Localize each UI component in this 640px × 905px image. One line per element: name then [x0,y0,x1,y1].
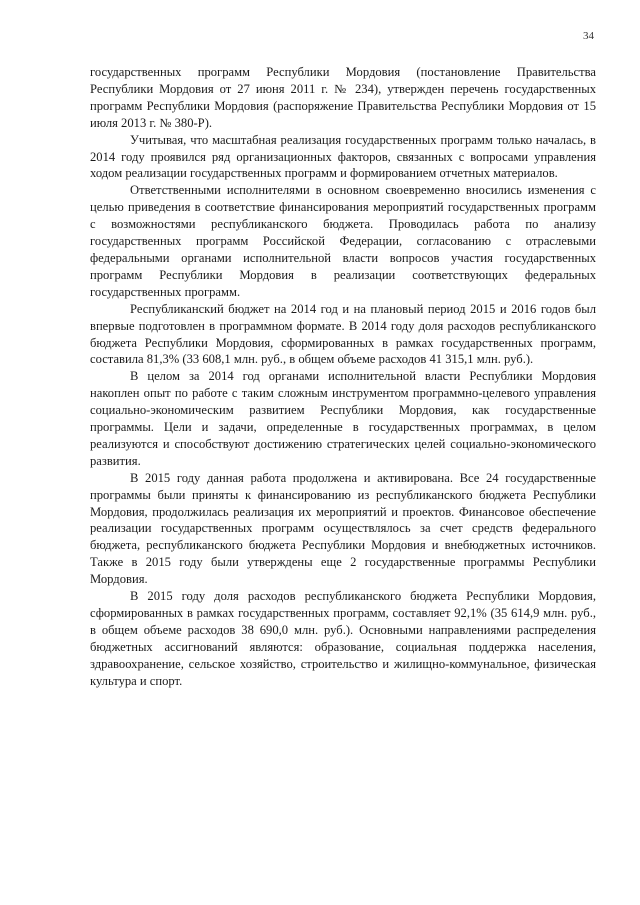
paragraph-6: В 2015 году данная работа продолжена и активирована. Все 24 государственные программы были приняты к финансированию из республиканского бюджета Республики Мордовия, продолжилась реализация их мероприятий и проектов. Финансовое обеспечение реализации государственных программ осуществлялось за счет средств федерального бюджета, республиканского бюджета Республики Мордовия и внебюджетных источников. Также в 2015 году были утверждены еще 2 государственные программы Республики Мордовия. [90,470,596,587]
page-number: 34 [583,30,594,42]
paragraph-4: Республиканский бюджет на 2014 год и на плановый период 2015 и 2016 годов был впервые подготовлен в программном формате. В 2014 году доля расходов республиканского бюджета Республики Мордовия, сформированных в рамках государственных программ, составила 81,3% (33 608,1 млн. руб., в общем объеме расходов 41 315,1 млн. руб.). [90,301,596,367]
paragraph-5: В целом за 2014 год органами исполнительной власти Республики Мордовия накоплен опыт по работе с таким сложным инструментом программно-целевого управления социально-экономическим развитием Республики Мордовия, как государственные программы. Цели и задачи, определенные в государственных программах, в целом реализуются и способствуют достижению стратегических целей социально-экономического развития. [90,369,596,468]
paragraph-1: государственных программ Республики Мордовия (постановление Правительства Республики Мордовия от 27 июня 2011 г. № 234), утвержден перечень государственных программ Республики Мордовия (распоряжение Правительства Республики Мордовия от 15 июля 2013 г. № 380-Р). [90,65,596,130]
paragraph-7: В 2015 году доля расходов республиканского бюджета Республики Мордовия, сформированных в рамках государственных программ, составляет 92,1% (35 614,9 млн. руб., в общем объеме расходов 38 690,0 млн. руб.). Основными направлениями распределения бюджетных ассигнований являются: образование, социальная поддержка населения, здравоохранение, сельское хозяйство, строительство и жилищно-коммунальное, физическая культура и спорт. [90,589,596,688]
paragraph-3: Ответственными исполнителями в основном своевременно вносились изменения с целью приведения в соответствие финансирования мероприятий государственных программ с возможностями республиканского бюджета. Проводилась работа по анализу государственных программ Российской Федерации, согласованию с отраслевыми федеральными органами исполнительной власти вопросов участия государственных программ Республики Мордовия в реализации соответствующих федеральных государственных программ. [90,183,596,299]
document-body [90,64,596,690]
paragraph-2: Учитывая, что масштабная реализация государственных программ только началась, в 2014 году проявился ряд организационных факторов, связанных с вопросами управления ходом реализации государственных программ и формированием отчетных материалов. [90,132,596,181]
